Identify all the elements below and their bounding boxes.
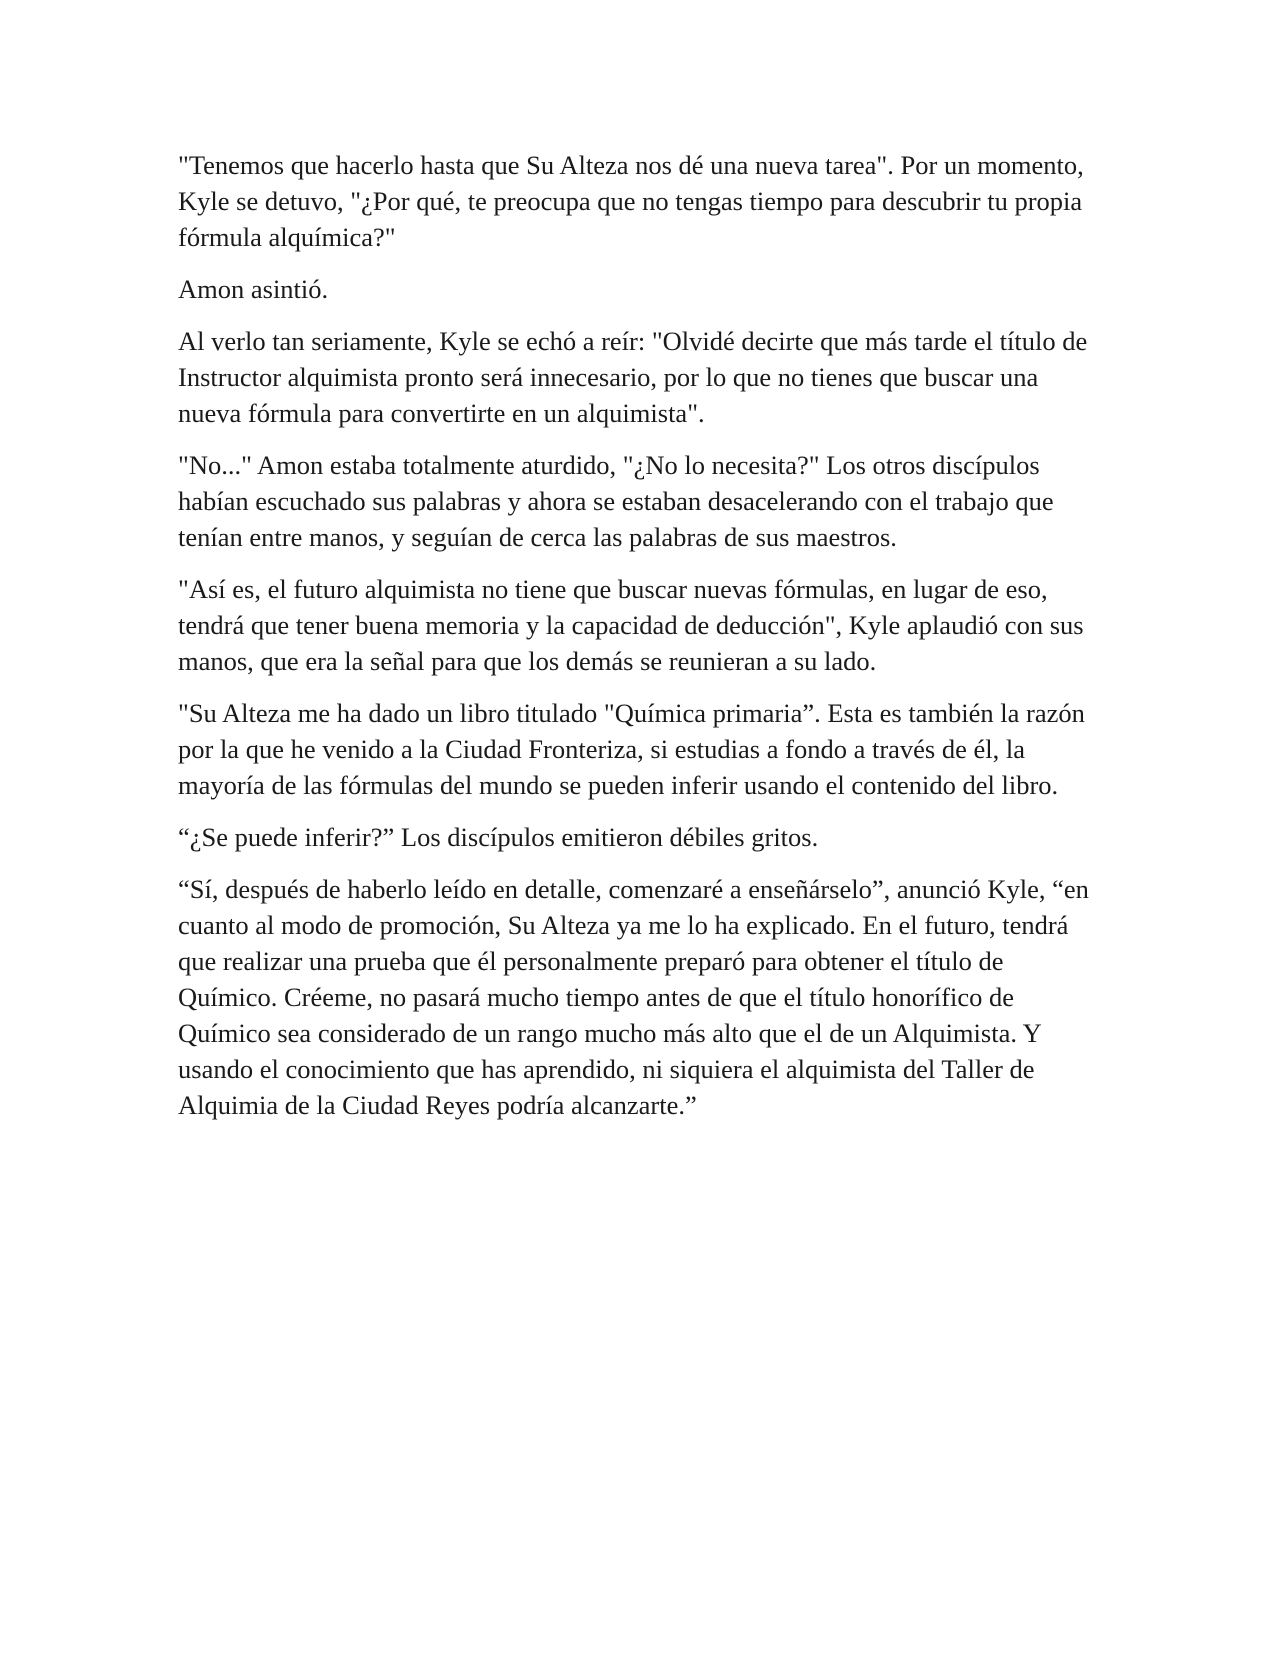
document-body bbox=[178, 147, 1108, 1139]
paragraph-6: "Su Alteza me ha dado un libro titulado "Química primaria”. Esta es también la razón por la que he venido a la Ciudad Fronteriza, si estudias a fondo a través de él, la mayoría de las fórmulas del mundo se pueden inferir usando el contenido del libro. bbox=[178, 698, 1085, 800]
paragraph-5: "Así es, el futuro alquimista no tiene que buscar nuevas fórmulas, en lugar de eso, tendrá que tener buena memoria y la capacidad de deducción", Kyle aplaudió con sus manos, que era la señal para que los demás se reunieran a su lado. bbox=[178, 574, 1084, 676]
paragraph-7: “¿Se puede inferir?” Los discípulos emitieron débiles gritos. bbox=[178, 822, 819, 852]
paragraph-8: “Sí, después de haberlo leído en detalle, comenzaré a enseñárselo”, anunció Kyle, “en cuanto al modo de promoción, Su Alteza ya me lo ha explicado. En el futuro, tendrá que realizar una prueba que él personalmente preparó para obtener el título de Químico. Créeme, no pasará mucho tiempo antes de que el título honorífico de Químico sea considerado de un rango mucho más alto que el de un Alquimista. Y usando el conocimiento que has aprendido, ni siquiera el alquimista del Taller de Alquimia de la Ciudad Reyes podría alcanzarte.” bbox=[178, 874, 1089, 1120]
paragraph-2: Amon asintió. bbox=[178, 274, 329, 304]
paragraph-4: "No..." Amon estaba totalmente aturdido, "¿No lo necesita?" Los otros discípulos habían escuchado sus palabras y ahora se estaban desacelerando con el trabajo que tenían entre manos, y seguían de cerca las palabras de sus maestros. bbox=[178, 450, 1054, 552]
paragraph-3: Al verlo tan seriamente, Kyle se echó a reír: "Olvidé decirte que más tarde el título de Instructor alquimista pronto será innecesario, por lo que no tienes que buscar una nueva fórmula para convertirte en un alquimista". bbox=[178, 326, 1088, 428]
paragraph-1: "Tenemos que hacerlo hasta que Su Alteza nos dé una nueva tarea". Por un momento, Kyle se detuvo, "¿Por qué, te preocupa que no tengas tiempo para descubrir tu propia fórmula alquímica?" bbox=[178, 150, 1084, 252]
